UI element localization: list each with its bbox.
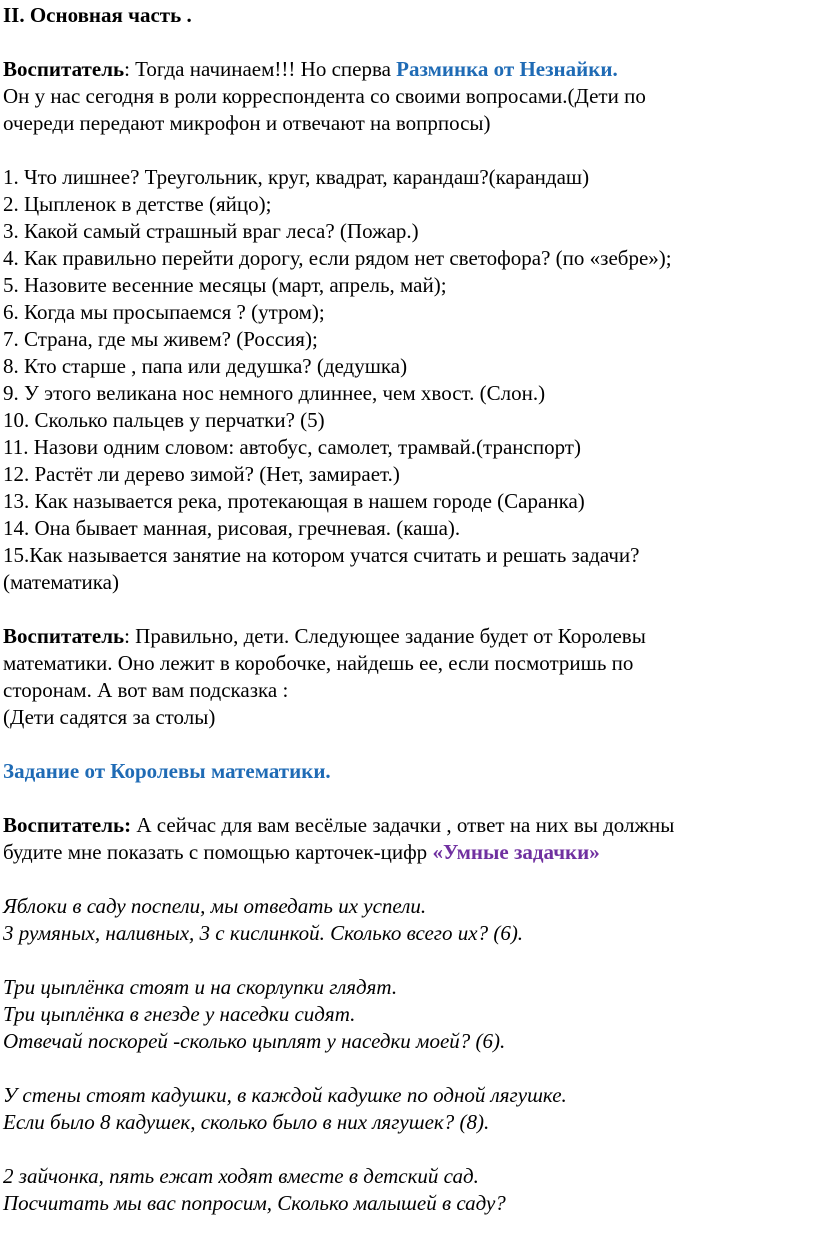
document-page: II. Основная часть . Воспитатель: Тогда начинаем!!! Но сперва Разминка от Незнайки. Он у нас сегодня в роли корреспондента со своими вопросами.(Дети по очереди передают микрофон и отвечают на вопрпосы) 1. Что лишнее? Треугольник, круг, квадрат, карандаш?(карандаш) 2. Цыпленок в детстве (яйцо); 3. Какой самый страшный враг леса? (Пожар.) 4. Как правильно перейти дорогу, если рядом нет светофора? (по «зебре»); 5. Назовите весенние месяцы (март, апрель, май); 6. Когда мы просыпаемся ? (утром); 7. Страна, где мы живем? (Россия); 8. Кто старше , папа или дедушка? (дедушка) 9. У этого великана нос немного длиннее, чем хвост. (Слон.) 10. Сколько пальцев у перчатки? (5) 11. Назови одним словом: автобус, самолет, трамвай.(транспорт) 12. Растёт ли дерево зимой? (Нет, замирает.) 13. Как называется река, протекающая в нашем городе (Саранка) 14. Она бывает манная, рисовая, гречневая. (каша). 15.Как называется занятие на котором учатся считать и решать задачи? (математика) Воспитатель: Правильно, дети. Следующее задание будет от Королевы математики. Оно лежит в коробочке, найдешь ее, если посмотришь по сторонам. А вот вам подсказка : (Дети садятся за столы) Задание от Королевы математики. Воспитатель: А сейчас для вам весёлые задачки , ответ на них вы должны будите мне показать с помощью карточек-цифр «Умные задачки» Яблоки в саду поспели, мы отведать их успели. 3 румяных, наливных, 3 с кислинкой. Сколько всего их? (6). Три цыплёнка стоят и на скорлупки глядят. Три цыплёнка в гнезде у наседки сидят. Отвечай поскорей -сколько цыплят у наседки моей? (6). У стены стоят кадушки, в каждой кадушке по одной лягушке. Если было 8 кадушек, сколько было в них лягушек? (8). 2 зайчонка, пять ежат ходят вместе в детский сад. Посчитать мы вас попросим, Сколько малышей в саду? — [0, 0, 811, 1217]
question-item: 10. Сколько пальцев у перчатки? (5) — [3, 408, 325, 432]
section-heading: II. Основная часть . — [3, 3, 192, 27]
question-item: 2. Цыпленок в детстве (яйцо); — [3, 192, 272, 216]
question-item: 12. Растёт ли дерево зимой? (Нет, замирает.) — [3, 462, 400, 486]
riddle-block: 2 зайчонка, пять ежат ходят вместе в детский сад. Посчитать мы вас попросим, Сколько малышей в саду? — [3, 1164, 506, 1215]
smart-tasks-title: «Умные задачки» — [432, 840, 600, 864]
speaker-label: Воспитатель — [3, 57, 125, 81]
question-item: (математика) — [3, 570, 119, 594]
question-item: 13. Как называется река, протекающая в нашем городе (Саранка) — [3, 489, 585, 513]
question-item: 11. Назови одним словом: автобус, самолет, трамвай.(транспорт) — [3, 435, 581, 459]
question-item: 8. Кто старше , папа или дедушка? (дедушка) — [3, 354, 408, 378]
question-item: 15.Как называется занятие на котором учатся считать и решать задачи? — [3, 543, 640, 567]
paragraph-smart-tasks: Воспитатель: А сейчас для вам весёлые задачки , ответ на них вы должны — [3, 813, 675, 837]
question-item: 9. У этого великана нос немного длиннее, чем хвост. (Слон.) — [3, 381, 546, 405]
paragraph-warmup: Воспитатель: Тогда начинаем!!! Но сперва Разминка от Незнайки. — [3, 57, 618, 81]
question-item: 5. Назовите весенние месяцы (март, апрель, май); — [3, 273, 447, 297]
riddle-block: Три цыплёнка стоят и на скорлупки глядят. Три цыплёнка в гнезде у наседки сидят. Отвечай поскорей -сколько цыплят у наседки моей? (6). — [3, 975, 506, 1053]
task-title: Задание от Королевы математики. — [3, 759, 331, 783]
warmup-title: Разминка от Незнайки. — [396, 57, 618, 81]
question-item: 6. Когда мы просыпаемся ? (утром); — [3, 300, 325, 324]
question-item: 7. Страна, где мы живем? (Россия); — [3, 327, 318, 351]
riddle-block: Яблоки в саду поспели, мы отведать их успели. 3 румяных, наливных, 3 с кислинкой. Сколько всего их? (6). — [3, 894, 524, 945]
question-item: 14. Она бывает манная, рисовая, гречневая. (каша). — [3, 516, 461, 540]
question-item: 4. Как правильно перейти дорогу, если рядом нет светофора? (по «зебре»); — [3, 246, 672, 270]
questions-list — [3, 164, 811, 596]
speaker-label: Воспитатель — [3, 624, 125, 648]
question-item: 3. Какой самый страшный враг леса? (Пожар.) — [3, 219, 419, 243]
riddle-block: У стены стоят кадушки, в каждой кадушке по одной лягушке. Если было 8 кадушек, сколько было в них лягушек? (8). — [3, 1083, 567, 1134]
speaker-label: Воспитатель: — [3, 813, 132, 837]
paragraph-next-task: Воспитатель: Правильно, дети. Следующее задание будет от Королевы — [3, 624, 646, 648]
question-item: 1. Что лишнее? Треугольник, круг, квадрат, карандаш?(карандаш) — [3, 165, 590, 189]
